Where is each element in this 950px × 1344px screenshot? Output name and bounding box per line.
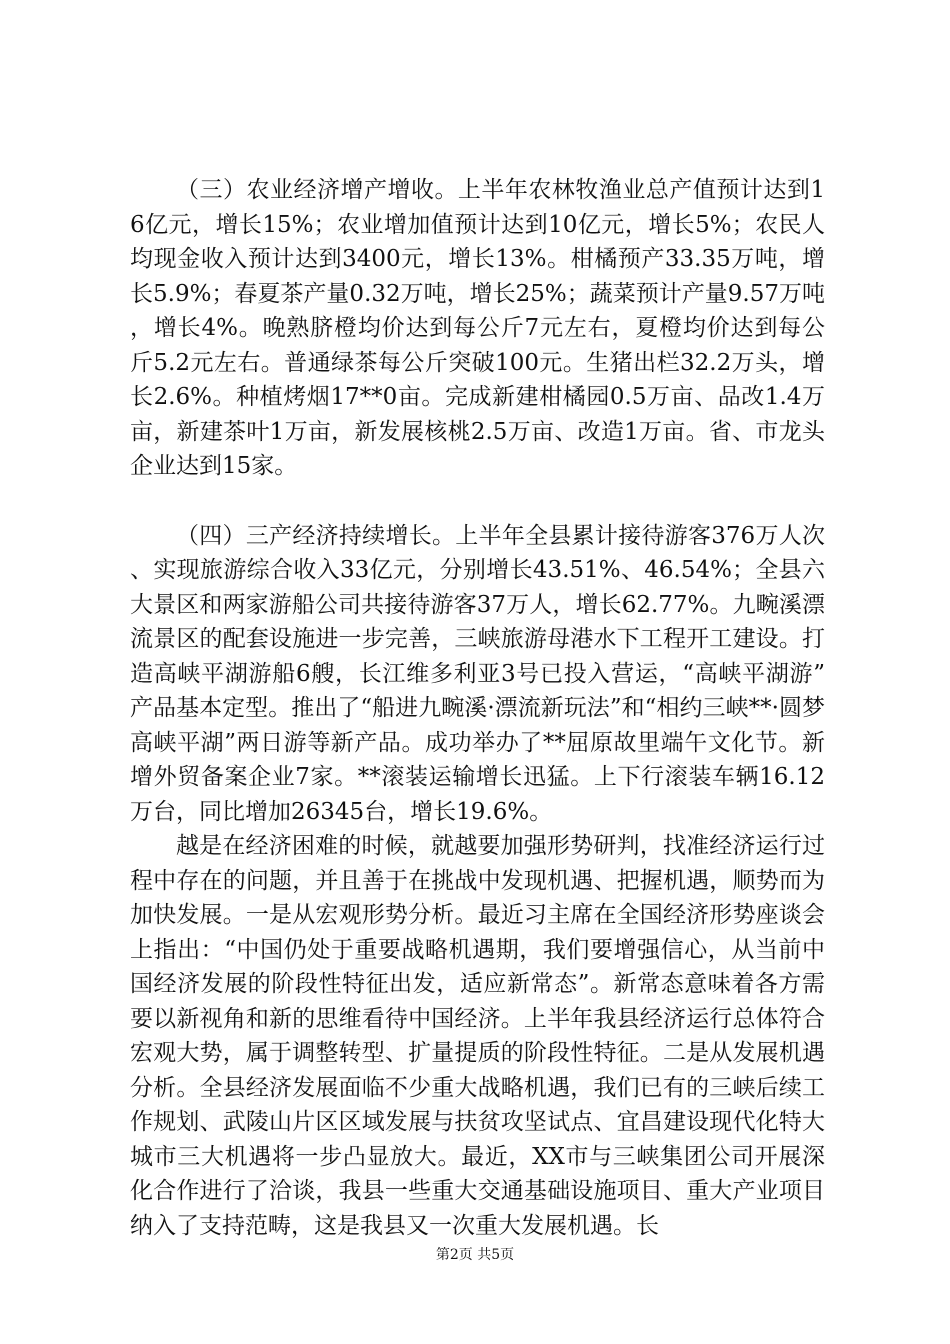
paragraph-agriculture: （三）农业经济增产增收。上半年农林牧渔业总产值预计达到16亿元，增长15%；农业增加值预计达到10亿元，增长5%；农民人均现金收入预计达到3400元，增长13%。柑橘预产33.35万吨，增长5.9%；春夏茶产量0.32万吨，增长25%；蔬菜预计产量9.57万吨，增长4%。晚熟脐橙均价达到每公斤7元左右，夏橙均价达到每公斤5.2元左右。普通绿茶每公斤突破100元。生猪出栏32.2万头，增长2.6%。种植烤烟17**0亩。完成新建柑橘园0.5万亩、品改1.4万亩，新建茶叶1万亩，新发展核桃2.5万亩、改造1万亩。省、市龙头企业达到15家。 bbox=[130, 177, 825, 479]
page-footer bbox=[0, 1245, 950, 1265]
document-body bbox=[130, 173, 825, 1243]
page-indicator: 第2页 共5页 bbox=[435, 1247, 515, 1263]
paragraph-tertiary-economy: （四）三产经济持续增长。上半年全县累计接待游客376万人次、实现旅游综合收入33亿元，分别增长43.51%、46.54%；全县六大景区和两家游船公司共接待游客37万人，增长62.77%。九畹溪漂流景区的配套设施进一步完善，三峡旅游母港水下工程开工建设。打造高峡平湖游船6艘，长江维多利亚3号已投入营运，“高峡平湖游”产品基本定型。推出了“船进九畹溪·漂流新玩法”和“相约三峡**·圆梦高峡平湖”两日游等新产品。成功举办了**屈原故里端午文化节。新增外贸备案企业7家。**滚装运输增长迅猛。上下行滚装车辆16.12万台，同比增加26345台，增长19.6%。 bbox=[130, 522, 825, 825]
paragraph-situation-analysis: 越是在经济困难的时候，就越要加强形势研判，找准经济运行过程中存在的问题，并且善于在挑战中发现机遇、把握机遇，顺势而为加快发展。一是从宏观形势分析。最近习主席在全国经济形势座谈会上指出：“中国仍处于重要战略机遇期，我们要增强信心，从当前中国经济发展的阶段性特征出发，适应新常态”。新常态意味着各方需要以新视角和新的思维看待中国经济。上半年我县经济运行总体符合宏观大势，属于调整转型、扩量提质的阶段性特征。二是从发展机遇分析。全县经济发展面临不少重大战略机遇，我们已有的三峡后续工作规划、武陵山片区区域发展与扶贫攻坚试点、宜昌建设现代化特大城市三大机遇将一步凸显放大。最近，XX市与三峡集团公司开展深化合作进行了洽谈，我县一些重大交通基础设施项目、重大产业项目纳入了支持范畴，这是我县又一次重大发展机遇。长 bbox=[130, 833, 825, 1239]
